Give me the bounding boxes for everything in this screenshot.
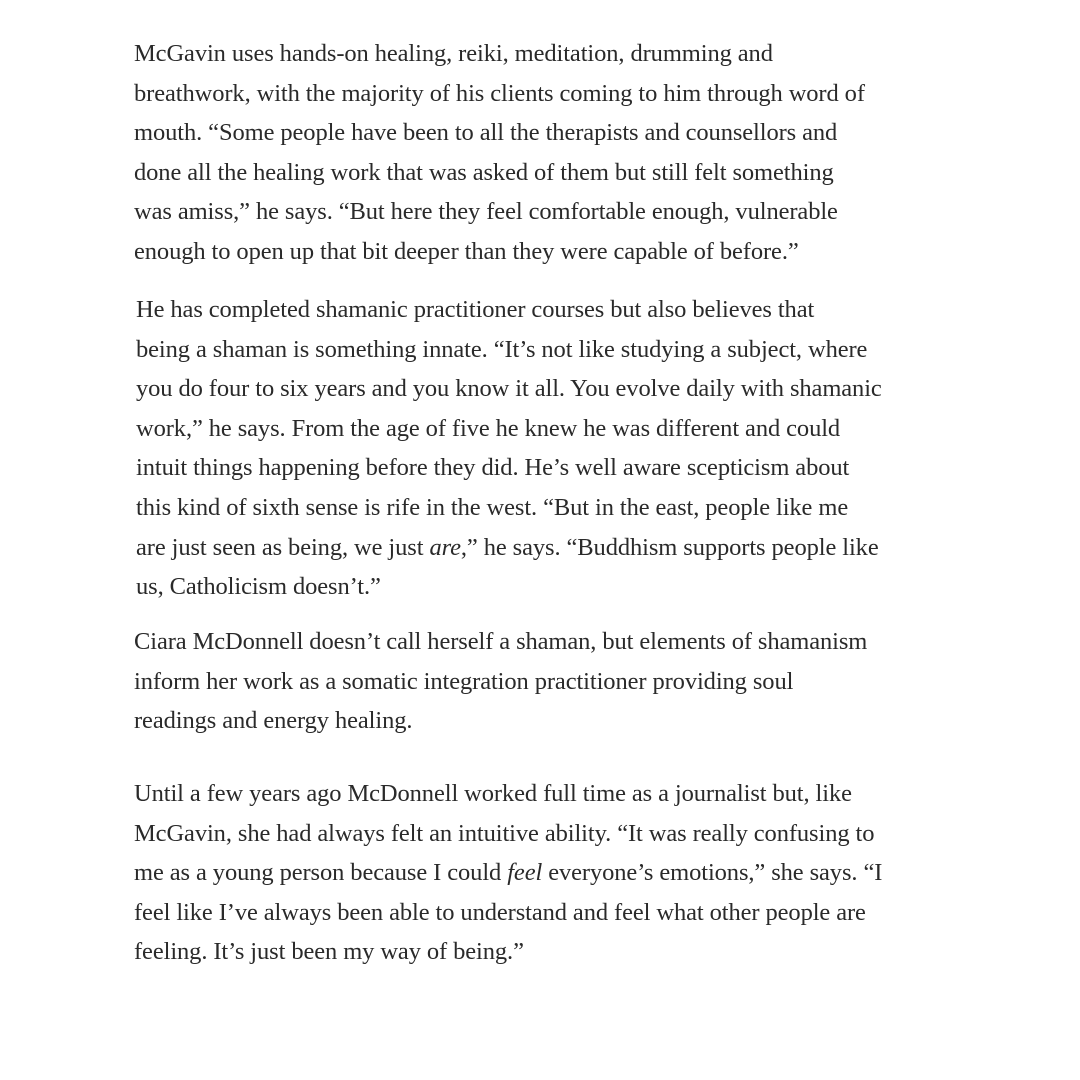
paragraph-mcgavin-methods <box>134 34 865 272</box>
text-run: everyone’s emotions,” she says. “I <box>542 859 883 887</box>
text-line: done all the healing work that was asked of them but still felt something <box>134 158 834 186</box>
text-line: us, Catholicism doesn’t.” <box>136 573 381 601</box>
paragraph-shamanic-practice <box>136 290 882 607</box>
italic-text-run: are <box>429 533 461 561</box>
paragraph-ciara-intro <box>134 622 867 741</box>
paragraph-mcdonnell-background <box>134 774 882 972</box>
text-line: readings and energy healing. <box>134 707 413 735</box>
text-line: McGavin uses hands-on healing, reiki, meditation, drumming and <box>134 40 773 67</box>
text-line: Ciara McDonnell doesn’t call herself a shaman, but elements of shamanism <box>134 628 868 655</box>
text-line: feel like I’ve always been able to understand and feel what other people are <box>134 898 866 926</box>
text-line: enough to open up that bit deeper than they were capable of before.” <box>134 237 799 265</box>
text-line: He has completed shamanic practitioner courses but also believes that <box>136 296 815 323</box>
text-line: was amiss,” he says. “But here they feel comfortable enough, vulnerable <box>134 198 838 226</box>
text-line: intuit things happening before they did. He’s well aware scepticism about <box>136 454 850 482</box>
text-line <box>134 853 882 893</box>
text-line: breathwork, with the majority of his clients coming to him through word of <box>134 79 865 107</box>
text-run: ,” he says. “Buddhism supports people like <box>460 533 879 561</box>
text-line: mouth. “Some people have been to all the therapists and counsellors and <box>134 119 838 147</box>
text-line: Until a few years ago McDonnell worked full time as a journalist but, like <box>134 780 852 807</box>
italic-text-run: feel <box>507 859 543 887</box>
text-run: are just seen as being, we just <box>136 533 430 561</box>
text-line: this kind of sixth sense is rife in the west. “But in the east, people like me <box>136 493 849 521</box>
text-line: inform her work as a somatic integration practitioner providing soul <box>134 667 794 695</box>
text-line: being a shaman is something innate. “It’s not like studying a subject, where <box>136 335 868 363</box>
text-line: work,” he says. From the age of five he knew he was different and could <box>136 414 841 442</box>
text-run: me as a young person because I could <box>134 859 508 887</box>
text-line: feeling. It’s just been my way of being.” <box>134 938 524 966</box>
text-line: you do four to six years and you know it all. You evolve daily with shamanic <box>136 375 882 403</box>
text-line <box>136 528 882 568</box>
text-line: McGavin, she had always felt an intuitive ability. “It was really confusing to <box>134 819 875 847</box>
